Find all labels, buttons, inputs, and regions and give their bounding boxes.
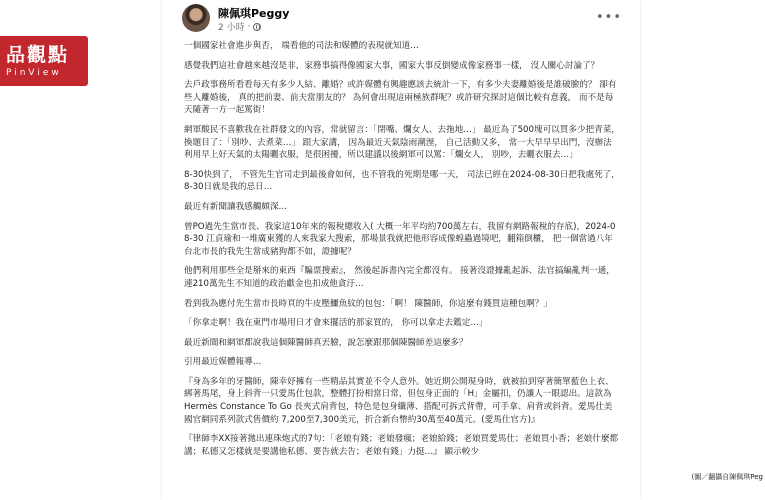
author-avatar[interactable] xyxy=(182,4,210,32)
post-paragraph-14: 『律師李XX接著拋出連珠炮式的7句：「老娘有錢；老娘發瘋；老娘給錢；老娘買愛馬仕；老娘買小香；老娘什麼都講；私德又怎樣就是要講他私德、要告就去告；老娘有錢」力挺…』 顯示較少 xyxy=(184,434,619,457)
post-paragraph-4: 網軍酸民不喜歡我在社群發文的內容，常就留言：「閉嘴、爛女人、去拖地…」 最近為了500塊可以買多少把青菜，換題目了：「別吵、去煮菜…」 跟大家講， 因為最近天氣陰雨潮溼， 自己活動又多， 常一大早早早出門，沒辦法利用早上好天氣的太陽曬衣服，是很困擾，所以建議以後網軍可以罵：「爛女人， 別吵，去曬衣服去…」 xyxy=(184,124,620,161)
post-paragraph-13: 『身為多年的牙醫師，陳幸妤擁有一些精品其實並不令人意外。她近期公開現身時，就被拍到穿著簡單藍色上衣、綁著馬尾，身上斜背一只愛馬仕包款，整體打扮相當日常，但包身正面的「H」金屬扣，仍讓人一眼認出。這款為 Hermès Constance To Go 長夾式肩背包，特色是包身纖薄、搭配可拆式背帶，可手拿、肩背或斜背。愛馬仕美國官網同系列款式售價約 7,200至7,300美元，折合新台幣約30萬至40萬元。(愛馬仕官方)』 xyxy=(184,376,614,425)
post-paragraph-5: 8-30快到了， 不管先生官司走到最後會如何，也不管我的死期是哪一天， 司法已經在2024-08-30日把我處死了，8-30日就是我的忌日… xyxy=(184,169,620,193)
post-paragraph-12: 引用最近媒體報導… xyxy=(184,357,262,368)
post-body xyxy=(184,40,620,465)
post-paragraph-7: 曾PO過先生當市長、我家這10年來的報稅總收入( 大概一年平均約700萬左右，我留有網路報稅的存底)，2024-08-30 江貞瑜和一堆廣東獲的人來我家大搜索，那場景我就把他形容成像蝗蟲過境吧，翻箱倒櫃， 把一個當過八年台北市長的我先生當成豬狗都不如，證據呢？ xyxy=(184,221,616,257)
post-paragraph-10: 「你拿走啊！我在東門市場用日才會來擺活的那家買的， 你可以拿走去鑑定…」 xyxy=(184,318,488,329)
brand-subtitle: PinView xyxy=(6,67,62,78)
post-paragraph-1: 一個國家社會進步與否， 端看他的司法和媒體的表現就知道… xyxy=(184,41,419,51)
author-name[interactable]: 陳佩琪Peggy xyxy=(218,7,290,20)
facebook-post-card xyxy=(162,0,640,500)
photo-caption: (圖／翻攝自陳佩琪Peg xyxy=(691,473,763,481)
post-paragraph-8: 他們利用那些全是掰來的東西『騙票搜索』， 然後起訴書內完全都沒有。 接著沒證據亂起訴、法官搞編亂判一通， 連210萬先生不知道的政治獻金也扣成他貪汙… xyxy=(184,266,615,289)
post-paragraph-11: 最近新聞和網軍都說我這個陳醫師真丟臉，說怎麼跟那個陳醫師差這麼多？ xyxy=(184,337,468,348)
globe-icon xyxy=(253,23,261,31)
post-paragraph-6: 最近有新聞讓我感觸頗深… xyxy=(184,201,288,212)
post-paragraph-9: 看到我為應付先生當市長時頁的牛皮壓鱷魚紋的包包：「啊！ 陳醫師，你這麼有錢買這種包啊？」 xyxy=(184,298,552,309)
post-header xyxy=(182,4,622,36)
meta-separator: · xyxy=(247,21,251,32)
brand-title: 品觀點 xyxy=(6,43,70,66)
post-meta xyxy=(218,20,261,33)
post-paragraph-3: 去戶政事務所看看每天有多少人結、離婚？或許媒體有興趣應該去統計一下，有多少夫妻離婚後是誰破臉的？ 卻有些人離婚後， 真的把前妻、前夫當朋友的？ 為何會出現這兩極族群呢？或許研究探討這個比較有意義， 而不是每天隨著一方一起罵街！ xyxy=(184,80,617,116)
more-icon[interactable]: ••• xyxy=(595,10,622,25)
pinview-logo-badge xyxy=(0,36,88,86)
post-time[interactable]: 2 小時 xyxy=(218,23,245,33)
post-paragraph-2: 感覺我們這社會越來越沒是非，家務事搞得像國家大事，國家大事反倒變成像家務事一樣， 沒人關心討論了？ xyxy=(184,60,600,71)
